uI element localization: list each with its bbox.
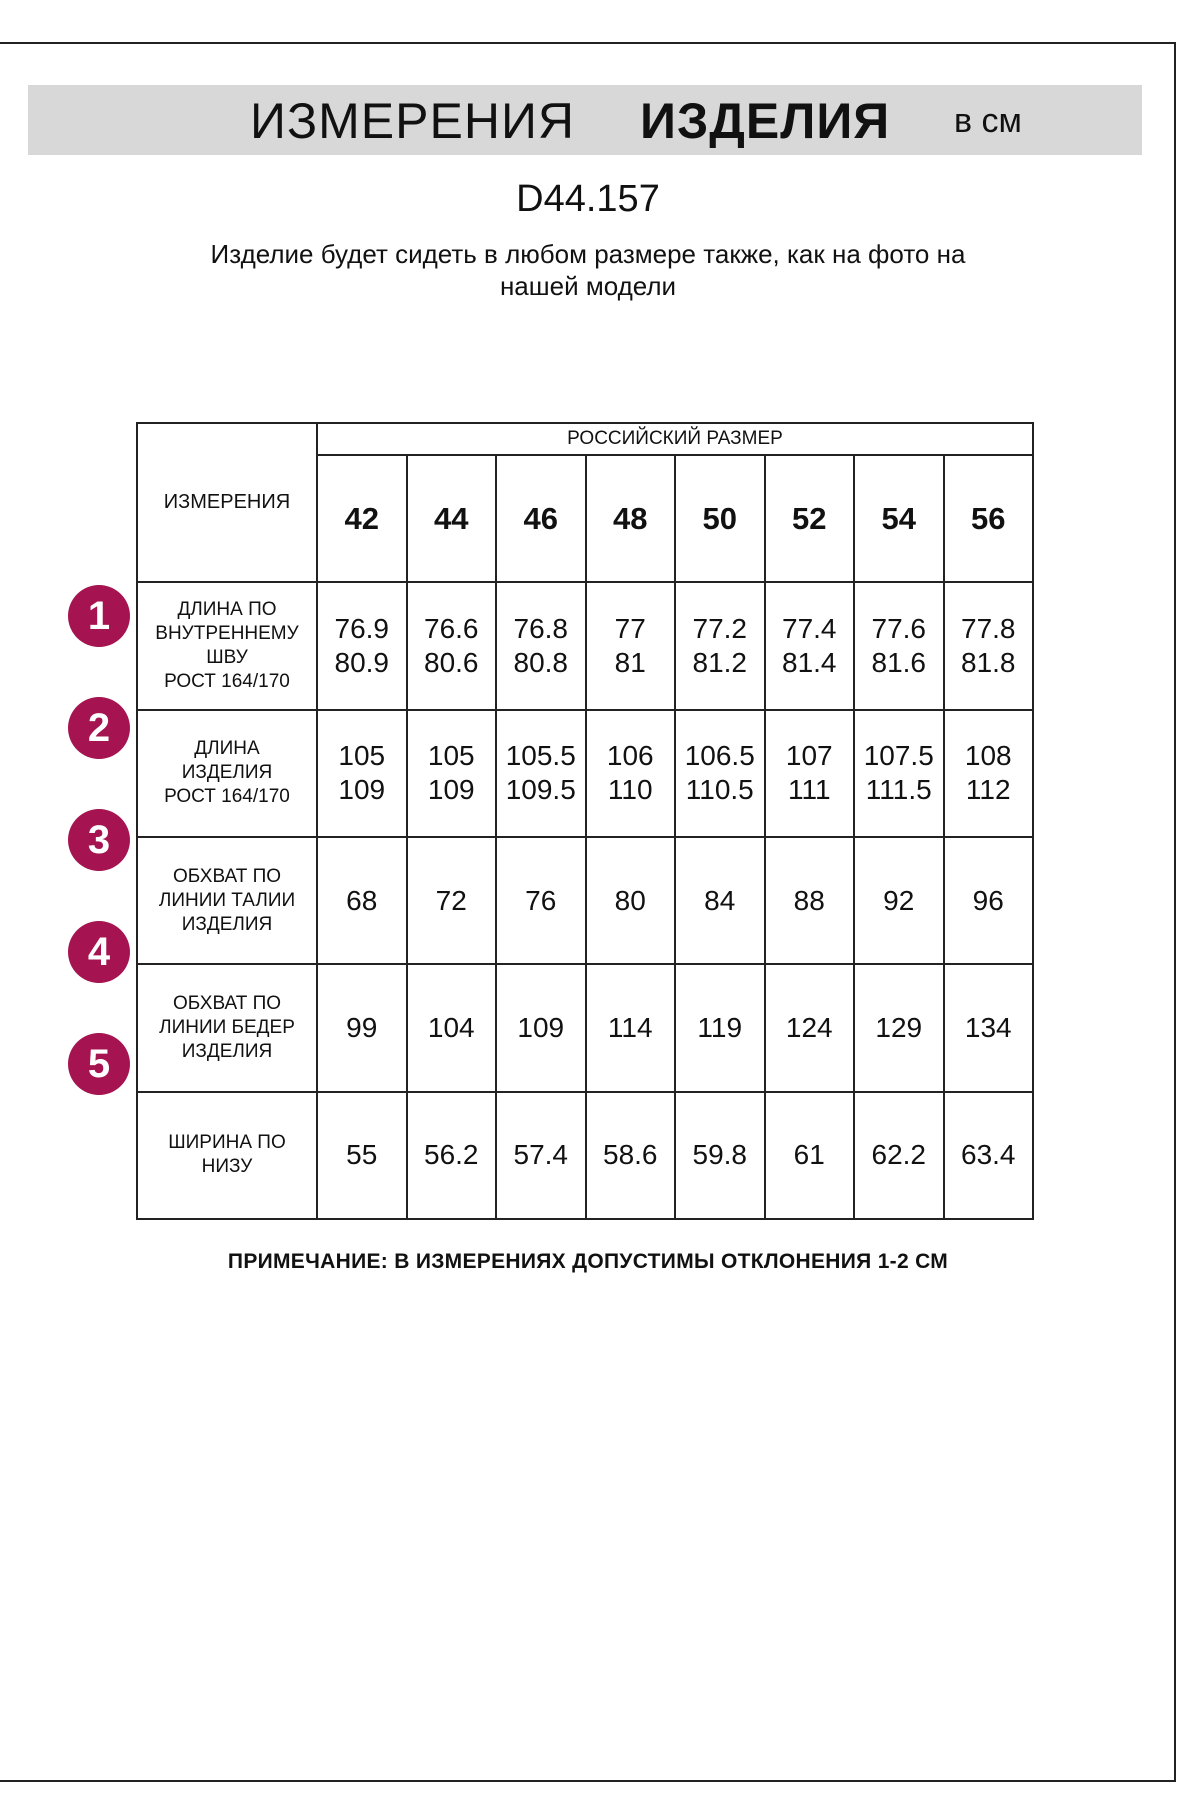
cell-value: 134: [964, 1011, 1012, 1043]
table-row: [137, 582, 1033, 709]
cell-value: 109: [427, 774, 475, 806]
row-label-line: ЛИНИИ ТАЛИИ: [158, 889, 296, 911]
table-cell: [944, 710, 1034, 837]
cell-value: 112: [965, 774, 1011, 806]
table-cell: [496, 837, 586, 964]
cell-value: 81.8: [961, 646, 1016, 678]
cell-value: 88: [793, 884, 825, 916]
cell-value: 56.2: [424, 1139, 479, 1171]
row-number-badge: 1: [68, 585, 130, 647]
table-cell: [854, 1092, 944, 1219]
cell-value: 124: [785, 1011, 833, 1043]
table-cell: [586, 710, 676, 837]
table-cell: [944, 1092, 1034, 1219]
cell-value: 72: [435, 884, 467, 916]
cell-value: 92: [883, 884, 915, 916]
row-label: [137, 1092, 317, 1219]
table-cell: [854, 837, 944, 964]
cell-value: 84: [704, 884, 736, 916]
cell-value: 105: [338, 740, 386, 772]
table-row: [137, 964, 1033, 1091]
cell-value: 105.5: [505, 740, 576, 772]
cell-value: 81.4: [782, 646, 837, 678]
cell-value: 109.5: [505, 774, 576, 806]
table-cell: [944, 582, 1034, 709]
row-label-line: ЛИНИИ БЕДЕР: [159, 1016, 295, 1038]
cell-value: 105: [427, 740, 475, 772]
cell-value: 107.5: [863, 740, 934, 772]
table-row: [137, 710, 1033, 837]
table-cell: [496, 582, 586, 709]
cell-value: 58.6: [603, 1139, 658, 1171]
cell-value: 111.5: [865, 774, 932, 806]
row-number-badge: 5: [68, 1033, 130, 1095]
cell-value: 80: [614, 884, 646, 916]
row-label: [137, 837, 317, 964]
row-number-badge: 2: [68, 697, 130, 759]
subtitle-line: Изделие будет сидеть в любом размере также, как на фото на: [210, 239, 966, 269]
cell-value: 109: [338, 774, 386, 806]
row-label: [137, 710, 317, 837]
table-cell: [586, 964, 676, 1091]
row-label-line: РОСТ 164/170: [164, 786, 290, 808]
size-header-46: 46: [496, 455, 586, 582]
cell-value: 77.2: [692, 612, 747, 644]
table-cell: [854, 582, 944, 709]
table-cell: [407, 710, 497, 837]
cell-value: 63.4: [961, 1139, 1016, 1171]
cell-value: 107: [785, 740, 833, 772]
table-cell: [944, 837, 1034, 964]
size-header-50: 50: [675, 455, 765, 582]
table-cell: [407, 582, 497, 709]
subtitle-line: нашей модели: [499, 271, 677, 301]
row-label-line: ШВУ: [206, 646, 248, 668]
row-label-line: НИЗУ: [201, 1156, 253, 1178]
row-label: [137, 582, 317, 709]
table-cell: [407, 964, 497, 1091]
table-cell: [854, 710, 944, 837]
size-header-56: 56: [944, 455, 1034, 582]
cell-value: 108: [964, 740, 1012, 772]
cell-value: 81: [614, 646, 646, 678]
cell-value: 81.6: [871, 646, 926, 678]
cell-value: 129: [875, 1011, 923, 1043]
title-bold: ИЗДЕЛИЯ: [640, 93, 891, 149]
table-cell: [496, 1092, 586, 1219]
table-cell: [854, 964, 944, 1091]
cell-value: 96: [972, 884, 1004, 916]
table-cell: [675, 964, 765, 1091]
table-cell: [317, 710, 407, 837]
row-number-badge: 3: [68, 809, 130, 871]
table-cell: [765, 964, 855, 1091]
cell-value: 76.9: [334, 612, 389, 644]
size-header-48: 48: [586, 455, 676, 582]
table-cell: [765, 710, 855, 837]
cell-value: 57.4: [513, 1139, 568, 1171]
table-cell: [586, 837, 676, 964]
row-label-line: ВНУТРЕННЕМУ: [155, 622, 299, 644]
cell-value: 59.8: [692, 1139, 747, 1171]
cell-value: 81.2: [692, 646, 747, 678]
table-cell: [675, 582, 765, 709]
table-cell: [675, 1092, 765, 1219]
cell-value: 80.9: [334, 646, 389, 678]
cell-value: 76.8: [513, 612, 568, 644]
table-cell: [765, 582, 855, 709]
row-label-line: ДЛИНА ПО: [177, 598, 277, 620]
russian-size-header: РОССИЙСКИЙ РАЗМЕР: [317, 423, 1033, 455]
table-row: [137, 837, 1033, 964]
header-row: [137, 423, 1033, 455]
title-unit: в см: [954, 102, 1022, 140]
row-label-line: ДЛИНА: [194, 738, 260, 760]
table-cell: [675, 710, 765, 837]
table-cell: [317, 582, 407, 709]
table-cell: [407, 1092, 497, 1219]
table-cell: [586, 582, 676, 709]
table-cell: [496, 710, 586, 837]
row-label: [137, 964, 317, 1091]
table-cell: [407, 837, 497, 964]
table-cell: [765, 837, 855, 964]
cell-value: 106.5: [684, 740, 755, 772]
table-cell: [944, 964, 1034, 1091]
table-cell: [496, 964, 586, 1091]
table-cell: [586, 1092, 676, 1219]
row-label-line: ИЗДЕЛИЯ: [181, 913, 273, 935]
cell-value: 114: [607, 1011, 653, 1043]
size-table: [136, 422, 1034, 1220]
cell-value: 106: [606, 740, 654, 772]
table-cell: [317, 837, 407, 964]
cell-value: 110.5: [685, 774, 754, 806]
size-header-54: 54: [854, 455, 944, 582]
table-cell: [317, 964, 407, 1091]
size-header-44: 44: [407, 455, 497, 582]
article-number: D44.157: [516, 178, 660, 220]
cell-value: 61: [793, 1139, 825, 1171]
size-header-52: 52: [765, 455, 855, 582]
cell-value: 99: [346, 1011, 378, 1043]
row-label-line: ИЗДЕЛИЯ: [181, 762, 273, 784]
table-cell: [765, 1092, 855, 1219]
row-label-line: ШИРИНА ПО: [168, 1132, 286, 1154]
title-banner: [28, 85, 1142, 155]
table-row: [137, 1092, 1033, 1219]
cell-value: 110: [607, 774, 653, 806]
cell-value: 77.4: [782, 612, 837, 644]
measurements-header: ИЗМЕРЕНИЯ: [137, 423, 317, 582]
row-number-badge: 4: [68, 921, 130, 983]
size-header-42: 42: [317, 455, 407, 582]
title-regular: ИЗМЕРЕНИЯ: [250, 93, 575, 149]
cell-value: 68: [346, 884, 378, 916]
cell-value: 62.2: [871, 1139, 926, 1171]
cell-value: 111: [787, 774, 831, 806]
cell-value: 55: [346, 1139, 378, 1171]
cell-value: 77.6: [871, 612, 926, 644]
row-label-line: РОСТ 164/170: [164, 670, 290, 692]
cell-value: 76: [525, 884, 557, 916]
cell-value: 77.8: [961, 612, 1016, 644]
cell-value: 119: [697, 1011, 743, 1043]
cell-value: 80.8: [513, 646, 568, 678]
subtitle: [160, 238, 1016, 302]
cell-value: 76.6: [424, 612, 479, 644]
footnote: ПРИМЕЧАНИЕ: В ИЗМЕРЕНИЯХ ДОПУСТИМЫ ОТКЛОНЕНИЯ 1-2 СМ: [227, 1250, 949, 1273]
table-cell: [317, 1092, 407, 1219]
table-cell: [675, 837, 765, 964]
row-label-line: ИЗДЕЛИЯ: [181, 1040, 273, 1062]
cell-value: 109: [517, 1011, 565, 1043]
row-label-line: ОБХВАТ ПО: [172, 865, 282, 887]
cell-value: 104: [427, 1011, 475, 1043]
cell-value: 80.6: [424, 646, 479, 678]
cell-value: 77: [614, 612, 646, 644]
row-label-line: ОБХВАТ ПО: [172, 992, 282, 1014]
